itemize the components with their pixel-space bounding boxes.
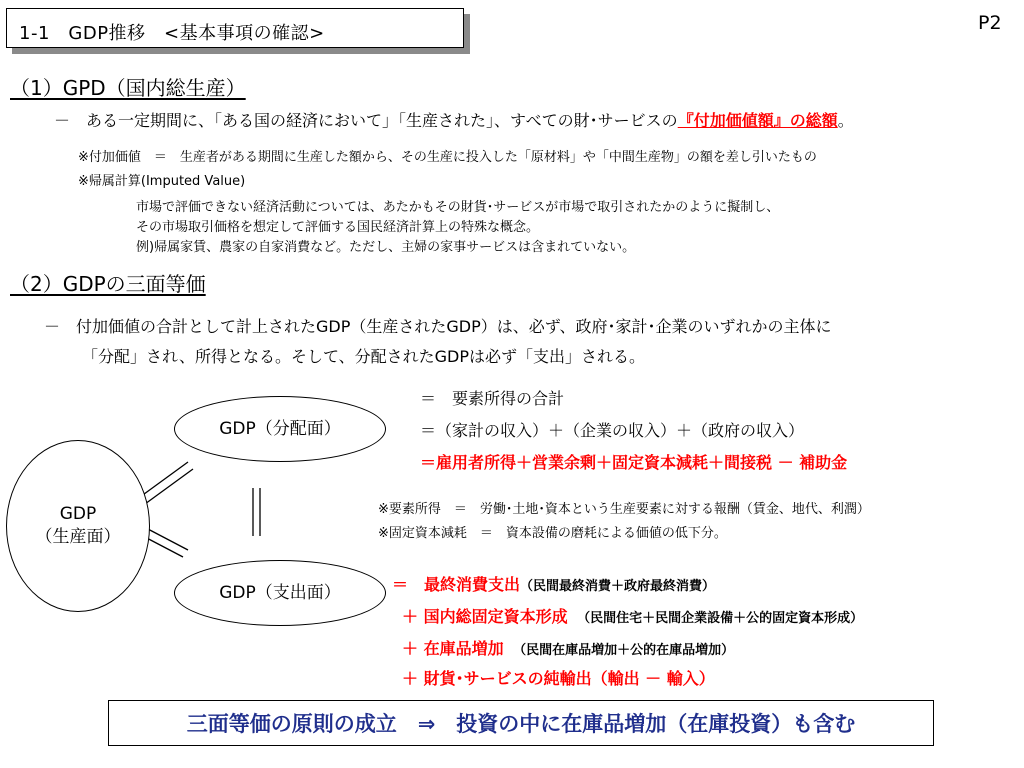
- distribution-eq-1: ＝ 要素所得の合計: [420, 389, 565, 408]
- note-value-added: ※付加価値 ＝ 生産者がある期間に生産した額から、その生産に投入した「原材料」や「中間生産物」の額を差し引いたもの: [78, 150, 817, 165]
- summary-text: 三面等価の原則の成立 ⇒ 投資の中に在庫品増加（在庫投資）も含む: [186, 712, 856, 736]
- gdp-expenditure-ellipse: [174, 560, 386, 626]
- distribution-eq-3: ＝雇用者所得＋営業余剰＋固定資本減耗＋間接税 － 補助金: [420, 453, 848, 472]
- expenditure-eq-1: [392, 572, 715, 595]
- expenditure-eq-2: [402, 604, 863, 627]
- expenditure-eq-3: [402, 636, 734, 659]
- imputed-line-1: 市場で評価できない経済活動については、あたかもその財貨･サービスが市場で取引されたかのように擬制し、: [136, 200, 780, 215]
- expenditure-eq-1-detail: （民間最終消費＋政府最終消費）: [520, 579, 716, 594]
- gdp-production-ellipse: [6, 440, 150, 612]
- distribution-eq-2: ＝（家計の収入）＋（企業の収入）＋（政府の収入）: [420, 421, 805, 440]
- expenditure-eq-1-main: ＝ 最終消費支出: [392, 575, 521, 594]
- gdp-definition-highlight: 『付加価値額』の総額: [677, 111, 838, 130]
- note-depreciation: ※固定資本減耗 ＝ 資本設備の磨耗による価値の低下分。: [378, 526, 727, 541]
- summary-box: [108, 700, 934, 746]
- expenditure-eq-3-detail: （民間在庫品増加＋公的在庫品増加）: [519, 643, 735, 658]
- production-label-2: （生産面）: [35, 527, 121, 547]
- note-imputed-title: ※帰属計算(Imputed Value): [78, 174, 246, 189]
- note-factor-income: ※要素所得 ＝ 労働･土地･資本という生産要素に対する報酬（賃金、地代、利潤）: [378, 502, 870, 517]
- expenditure-eq-2-main: ＋ 国内総固定資本形成: [402, 607, 568, 626]
- expenditure-eq-2-detail: （民間住宅＋民間企業設備＋公的固定資本形成）: [583, 611, 864, 626]
- connector-upper-a: [140, 462, 188, 497]
- section2-heading: （2）GDPの三面等価: [10, 272, 206, 296]
- page-number: P2: [978, 12, 1002, 34]
- expenditure-eq-4: ＋ 財貨･サービスの純輸出（輸出 － 輸入）: [402, 669, 715, 688]
- connector-lower-a: [146, 528, 188, 550]
- production-label-1: GDP: [59, 504, 97, 525]
- section2-line-1: － 付加価値の合計として計上されたGDP（生産されたGDP）は、必ず、政府･家計･企業のいずれかの主体に: [44, 317, 832, 336]
- imputed-line-3: 例)帰属家賃、農家の自家消費など。ただし、主婦の家事サービスは含まれていない。: [136, 240, 636, 255]
- gdp-definition-prefix: － ある一定期間に、「ある国の経済において」「生産された」、すべての財･サービスの: [54, 111, 678, 130]
- expenditure-label: GDP（支出面）: [219, 582, 341, 603]
- connector-upper-b: [145, 469, 193, 504]
- distribution-label: GDP（分配面）: [219, 418, 341, 439]
- gdp-distribution-ellipse: [174, 396, 386, 462]
- section1-heading: （1）GPD（国内総生産）: [10, 76, 246, 100]
- expenditure-eq-3-main: ＋ 在庫品増加: [402, 639, 504, 658]
- slide-title: 1-1 GDP推移 <基本事項の確認>: [6, 8, 464, 48]
- section2-line-2: 「分配」され、所得となる。そして、分配されたGDPは必ず「支出」される。: [82, 347, 646, 366]
- gdp-definition-suffix: 。: [837, 111, 854, 130]
- imputed-line-2: その市場取引価格を想定して評価する国民経済計算上の特殊な概念。: [136, 220, 540, 235]
